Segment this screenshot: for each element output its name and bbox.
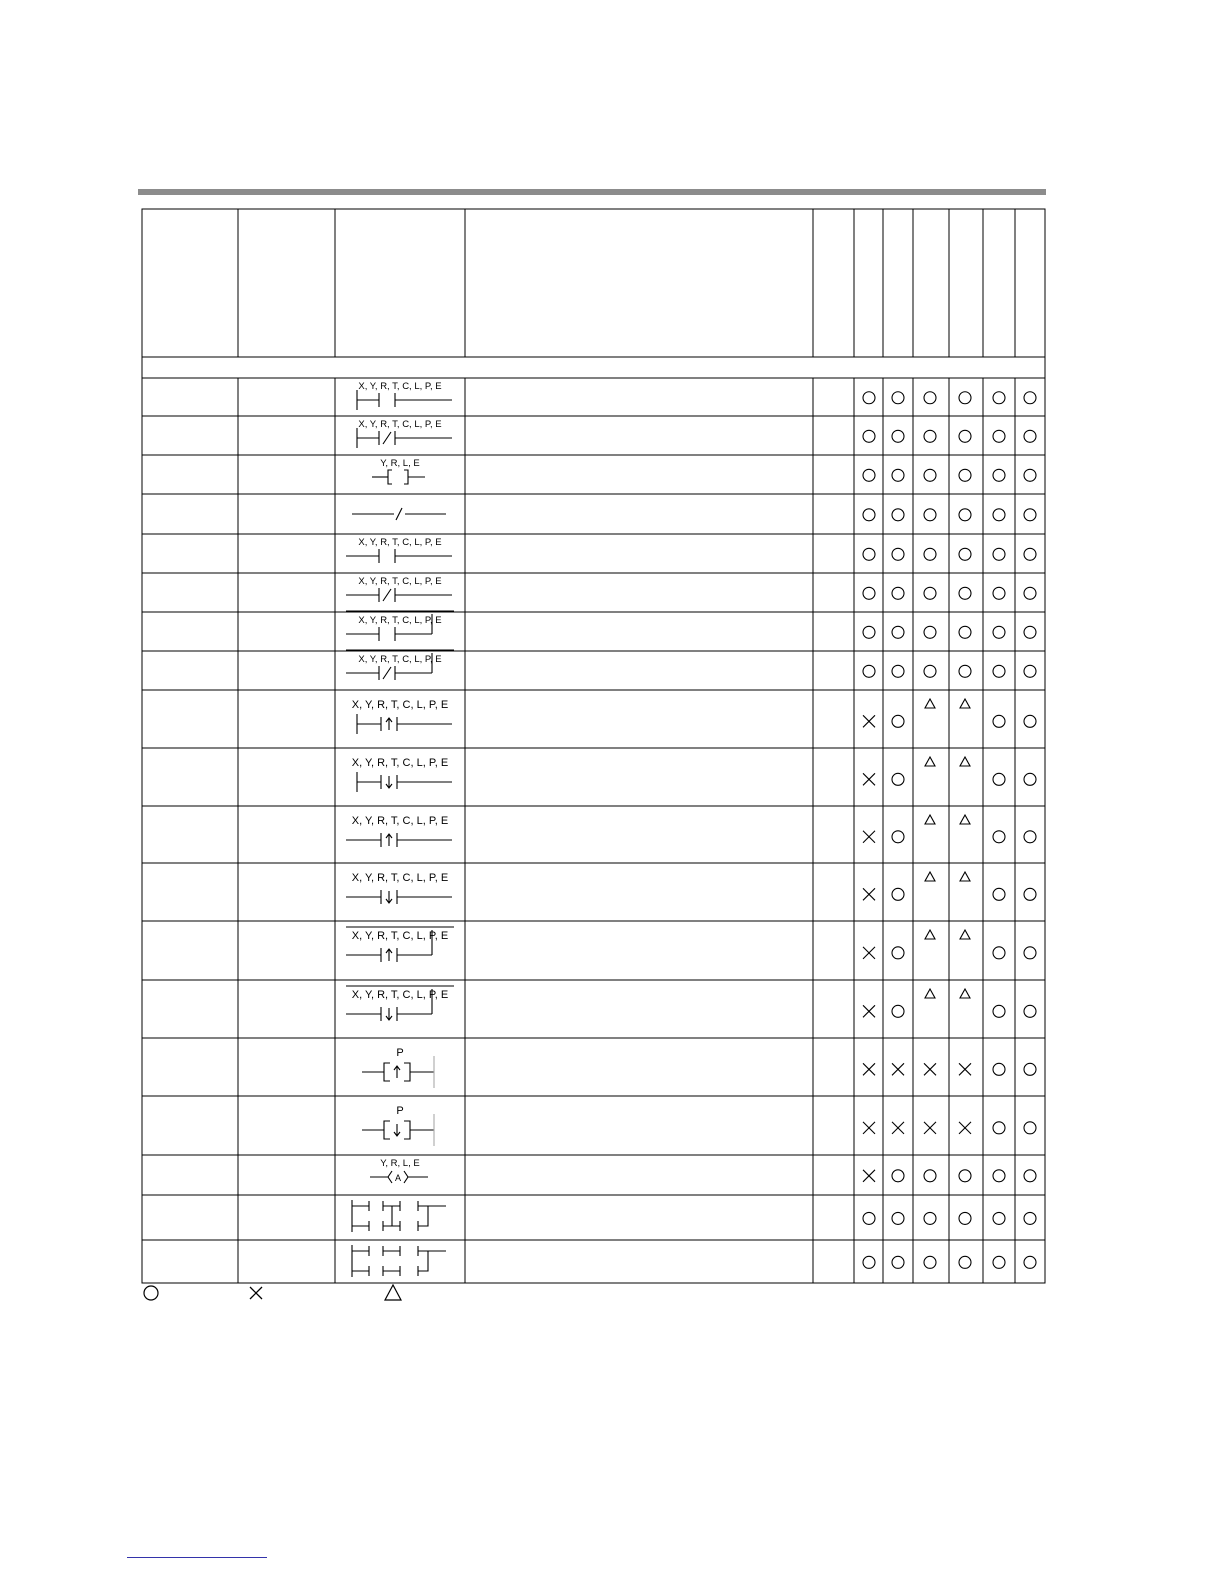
cross-mark — [863, 1005, 875, 1017]
cross-icon — [250, 1287, 262, 1299]
circle-mark — [993, 888, 1005, 900]
circle-mark — [959, 1212, 971, 1224]
circle-mark — [892, 831, 904, 843]
circle-mark — [892, 626, 904, 638]
circle-mark — [993, 509, 1005, 521]
circle-mark — [892, 1005, 904, 1017]
operand-label: X, Y, R, T, C, L, P, E — [351, 815, 449, 827]
triangle-icon — [385, 1285, 401, 1300]
circle-mark — [924, 430, 936, 442]
footer-link-underline[interactable] — [127, 1557, 267, 1558]
circle-mark — [892, 469, 904, 481]
ladder-symbol-fall-box — [362, 1105, 434, 1146]
circle-mark — [993, 469, 1005, 481]
circle-mark — [924, 1170, 936, 1182]
operand-label: X, Y, R, T, C, L, P, E — [358, 419, 442, 430]
circle-mark — [993, 430, 1005, 442]
cross-mark — [863, 1063, 875, 1075]
operand-label: Y, R, L, E — [380, 1158, 420, 1169]
circle-mark — [959, 430, 971, 442]
ladder-symbol-not-line — [352, 508, 446, 520]
ladder-symbol-nc-contact-parallel — [346, 650, 454, 680]
triangle-mark — [925, 699, 935, 708]
circle-mark — [924, 1212, 936, 1224]
triangle-mark — [960, 872, 970, 881]
operand-label: X, Y, R, T, C, L, P, E — [358, 381, 442, 392]
operand-label: X, Y, R, T, C, L, P, E — [358, 576, 442, 587]
circle-mark — [993, 1005, 1005, 1017]
circle-mark — [1024, 1122, 1036, 1134]
circle-mark — [993, 947, 1005, 959]
circle-mark — [993, 1122, 1005, 1134]
circle-mark — [863, 469, 875, 481]
circle-mark — [1024, 469, 1036, 481]
circle-mark — [1024, 548, 1036, 560]
circle-mark — [924, 392, 936, 404]
circle-mark — [1024, 392, 1036, 404]
circle-mark — [924, 469, 936, 481]
circle-mark — [924, 509, 936, 521]
circle-mark — [863, 430, 875, 442]
circle-mark — [1024, 1005, 1036, 1017]
circle-mark — [993, 626, 1005, 638]
circle-mark — [959, 1170, 971, 1182]
circle-mark — [993, 587, 1005, 599]
circle-mark — [993, 1063, 1005, 1075]
operand-label: X, Y, R, T, C, L, P, E — [351, 757, 449, 769]
circle-mark — [1024, 1256, 1036, 1268]
ladder-symbol-no-contact-parallel — [346, 611, 454, 641]
circle-mark — [1024, 831, 1036, 843]
circle-mark — [924, 626, 936, 638]
cross-mark — [924, 1063, 936, 1075]
triangle-mark — [960, 989, 970, 998]
circle-mark — [1024, 509, 1036, 521]
cross-mark — [924, 1122, 936, 1134]
circle-mark — [993, 1170, 1005, 1182]
operand-label: P — [396, 1047, 404, 1059]
circle-mark — [1024, 626, 1036, 638]
ladder-symbol-rise-box — [362, 1047, 434, 1088]
circle-mark — [892, 1170, 904, 1182]
circle-mark — [959, 626, 971, 638]
circle-mark — [863, 665, 875, 677]
svg-text:A: A — [394, 1173, 402, 1183]
ladder-symbol-no-contact-start — [357, 381, 452, 410]
cross-mark — [959, 1063, 971, 1075]
operand-label: X, Y, R, T, C, L, P, E — [351, 930, 449, 942]
circle-mark — [1024, 587, 1036, 599]
triangle-mark — [925, 930, 935, 939]
ladder-symbol-nc-contact-start — [357, 419, 452, 448]
circle-mark — [892, 587, 904, 599]
ladder-symbol-nc-contact-series — [346, 576, 452, 602]
triangle-mark — [925, 989, 935, 998]
cross-mark — [863, 888, 875, 900]
circle-mark — [892, 430, 904, 442]
circle-mark — [863, 548, 875, 560]
circle-icon — [144, 1286, 158, 1300]
circle-mark — [993, 392, 1005, 404]
operand-label: X, Y, R, T, C, L, P, E — [358, 537, 442, 548]
circle-mark — [959, 1256, 971, 1268]
circle-mark — [892, 548, 904, 560]
circle-mark — [924, 587, 936, 599]
circle-mark — [863, 587, 875, 599]
cross-mark — [863, 1122, 875, 1134]
circle-mark — [959, 665, 971, 677]
circle-mark — [1024, 430, 1036, 442]
circle-mark — [1024, 665, 1036, 677]
ladder-symbol-rise-series — [346, 815, 452, 847]
circle-mark — [959, 392, 971, 404]
circle-mark — [892, 509, 904, 521]
triangle-mark — [960, 757, 970, 766]
triangle-mark — [925, 815, 935, 824]
circle-mark — [892, 1256, 904, 1268]
cross-mark — [863, 831, 875, 843]
triangle-mark — [960, 699, 970, 708]
ladder-symbol-fall-start — [352, 757, 452, 792]
circle-mark — [892, 1212, 904, 1224]
circle-mark — [924, 1256, 936, 1268]
ladder-symbol-fall-parallel — [346, 986, 454, 1021]
operand-label: P — [396, 1105, 404, 1117]
circle-mark — [863, 1256, 875, 1268]
circle-mark — [892, 947, 904, 959]
cross-mark — [863, 773, 875, 785]
circle-mark — [959, 509, 971, 521]
circle-mark — [993, 1256, 1005, 1268]
circle-mark — [993, 548, 1005, 560]
circle-mark — [1024, 1170, 1036, 1182]
operand-label: X, Y, R, T, C, L, P, E — [358, 615, 442, 626]
ladder-symbol-output-coil — [372, 458, 425, 484]
triangle-mark — [960, 815, 970, 824]
circle-mark — [1024, 1212, 1036, 1224]
circle-mark — [863, 509, 875, 521]
circle-mark — [993, 831, 1005, 843]
cross-mark — [863, 715, 875, 727]
circle-mark — [892, 392, 904, 404]
ladder-symbol-ans-block — [352, 1200, 446, 1232]
circle-mark — [1024, 715, 1036, 727]
circle-mark — [924, 665, 936, 677]
cross-mark — [863, 1170, 875, 1182]
circle-mark — [863, 626, 875, 638]
circle-mark — [993, 715, 1005, 727]
operand-label: X, Y, R, T, C, L, P, E — [351, 989, 449, 1001]
triangle-mark — [925, 872, 935, 881]
circle-mark — [959, 469, 971, 481]
circle-mark — [892, 888, 904, 900]
cross-mark — [959, 1122, 971, 1134]
ladder-symbol-rise-start — [352, 699, 452, 734]
cross-mark — [863, 947, 875, 959]
circle-mark — [863, 1212, 875, 1224]
circle-mark — [892, 773, 904, 785]
ladder-symbol-fall-series — [346, 872, 452, 904]
cross-mark — [892, 1122, 904, 1134]
cross-mark — [892, 1063, 904, 1075]
circle-mark — [993, 665, 1005, 677]
circle-mark — [993, 773, 1005, 785]
operand-label: X, Y, R, T, C, L, P, E — [351, 699, 449, 711]
circle-mark — [863, 392, 875, 404]
circle-mark — [959, 587, 971, 599]
ladder-symbol-no-contact-series — [346, 537, 452, 563]
circle-mark — [924, 548, 936, 560]
circle-mark — [959, 548, 971, 560]
ladder-symbol-alt-coil — [370, 1158, 428, 1183]
circle-mark — [1024, 888, 1036, 900]
circle-mark — [1024, 947, 1036, 959]
circle-mark — [892, 715, 904, 727]
triangle-mark — [925, 757, 935, 766]
ladder-symbol-rise-parallel — [346, 927, 454, 962]
circle-mark — [1024, 773, 1036, 785]
operand-label: X, Y, R, T, C, L, P, E — [351, 872, 449, 884]
operand-label: Y, R, L, E — [380, 458, 420, 469]
triangle-mark — [960, 930, 970, 939]
legend — [0, 1284, 600, 1306]
circle-mark — [1024, 1063, 1036, 1075]
operand-label: X, Y, R, T, C, L, P, E — [358, 654, 442, 665]
circle-mark — [993, 1212, 1005, 1224]
ladder-symbol-ors-block — [352, 1245, 446, 1277]
circle-mark — [892, 665, 904, 677]
